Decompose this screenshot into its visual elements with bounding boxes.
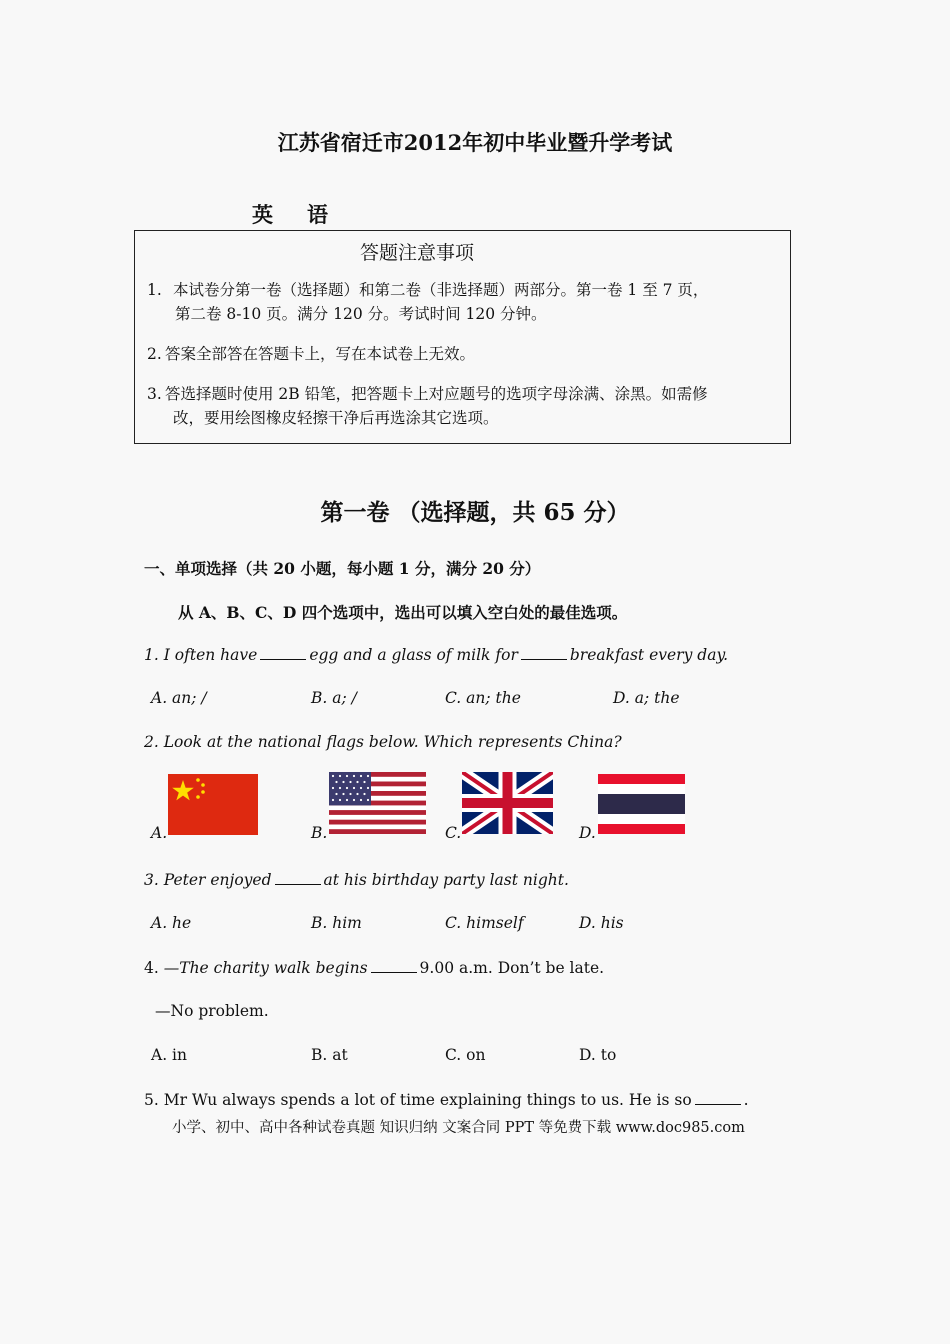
subject-char-2: 语: [307, 202, 328, 227]
q2-option-a: A.: [151, 824, 168, 842]
q3-option-a: A. he: [151, 914, 192, 932]
notice-item-1: 1. 本试卷分第一卷（选择题）和第二卷（非选择题）两部分。第一卷 1 至 7 页， 第二卷 8-10 页。满分 120 分。考试时间 120 分钟。: [147, 281, 709, 323]
q1-option-c: C. an; the: [445, 689, 521, 707]
section-title: 一、单项选择（共 20 小题，每小题 1 分，满分 20 分）: [144, 559, 541, 578]
question-3: 3. Peter enjoyed at his birthday party last night.: [144, 871, 569, 889]
answer-blank: [260, 645, 306, 660]
notice-item-3: 3. 答选择题时使用 2B 铅笔，把答题卡上对应题号的选项字母涂满、涂黑。如需修 改，要用绘图橡皮轻擦干净后再选涂其它选项。: [147, 385, 708, 427]
q4-option-d: D. to: [579, 1046, 617, 1064]
q2-option-c: C.: [445, 824, 462, 842]
q1-option-b: B. a; /: [311, 689, 357, 707]
part-title: 第一卷 （选择题，共 65 分）: [320, 499, 630, 526]
q4-option-b: B. at: [311, 1046, 348, 1064]
china-flag-icon: [168, 774, 258, 835]
section-instruction: 从 A、B、C、D 四个选项中，选出可以填入空白处的最佳选项。: [178, 603, 628, 622]
q3-option-c: C. himself: [445, 914, 524, 932]
q4-option-a: A. in: [151, 1046, 187, 1064]
answer-blank: [371, 958, 417, 973]
notice-box: [134, 230, 791, 444]
q4-option-c: C. on: [445, 1046, 486, 1064]
page-footer[interactable]: 小学、初中、高中各种试卷真题 知识归纳 文案合同 PPT 等免费下载 www.doc985.com: [172, 1120, 745, 1136]
q2-option-d: D.: [579, 824, 596, 842]
q3-option-b: B. him: [311, 914, 362, 932]
answer-blank: [695, 1090, 741, 1105]
notice-item-2: 2. 答案全部答在答题卡上，写在本试卷上无效。: [147, 345, 476, 363]
subject-title: [252, 199, 362, 229]
question-5: 5. Mr Wu always spends a lot of time explaining things to us. He is so .: [144, 1091, 749, 1109]
question-4: 4. —The charity walk begins 9.00 a.m. Don’t be late.: [144, 959, 605, 977]
question-1: 1. I often have egg and a glass of milk for breakfast every day.: [144, 646, 729, 664]
q1-option-a: A. an; /: [151, 689, 207, 707]
q2-option-b: B.: [311, 824, 328, 842]
notice-title: 答题注意事项: [360, 242, 475, 264]
q3-option-d: D. his: [579, 914, 624, 932]
thailand-flag-icon: [598, 774, 685, 834]
usa-flag-icon: [329, 772, 426, 834]
question-2: 2. Look at the national flags below. Which represents China?: [144, 733, 622, 751]
answer-blank: [275, 870, 321, 885]
answer-blank: [521, 645, 567, 660]
uk-flag-icon: [462, 772, 553, 834]
q1-option-d: D. a; the: [613, 689, 680, 707]
exam-title: 江苏省宿迁市2012年初中毕业暨升学考试: [277, 130, 673, 155]
subject-char-1: 英: [252, 202, 273, 227]
question-4-reply: —No problem.: [155, 1002, 269, 1020]
